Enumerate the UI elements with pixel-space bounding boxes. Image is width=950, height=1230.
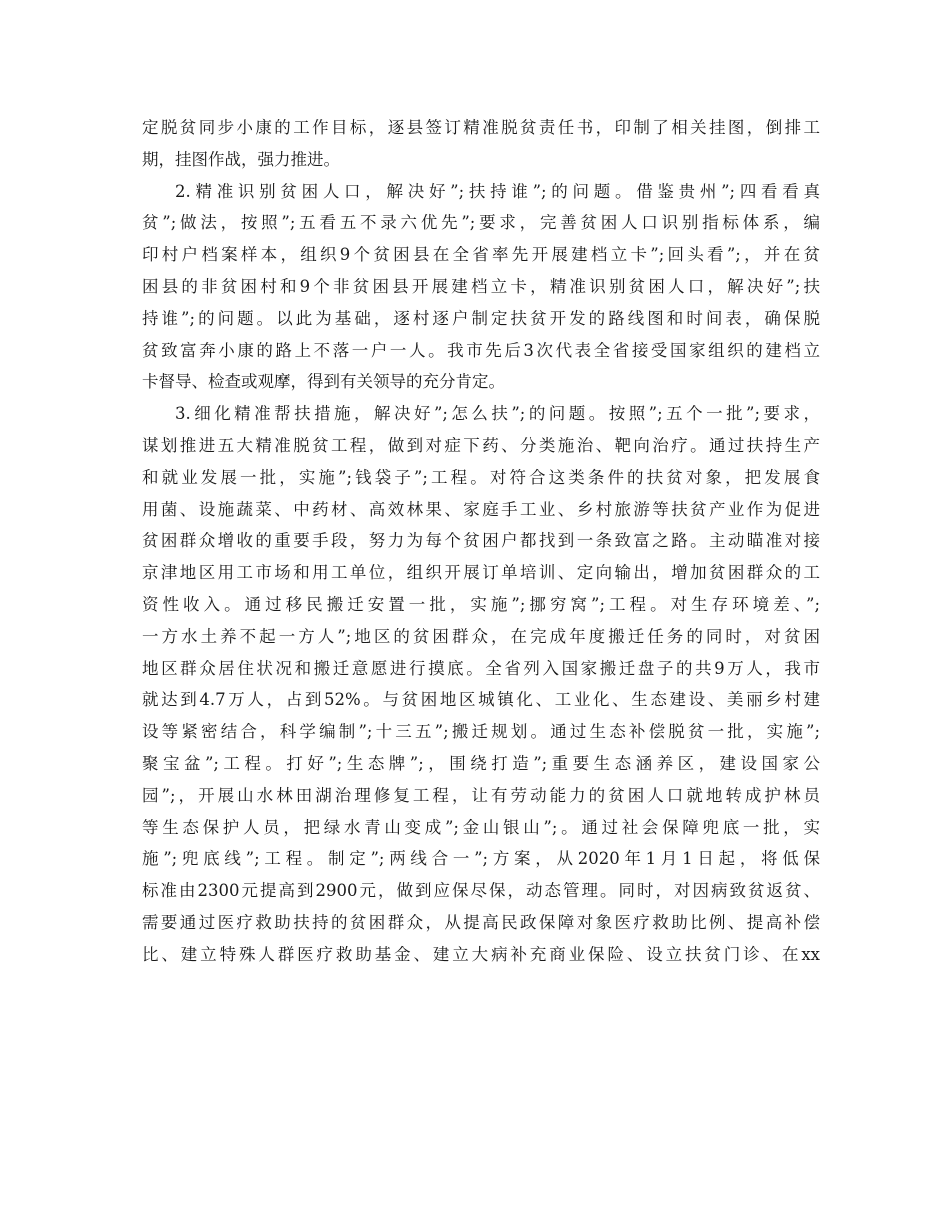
text-line: 谋划推进五大精准脱贫工程，做到对症下药、分类施治、靶向治疗。通过扶持生产 (142, 435, 820, 455)
text-line: 用菌、设施蔬菜、中药材、高效林果、家庭手工业、乡村旅游等扶贫产业作为促进 (142, 499, 820, 519)
text-line: 卡督导、检查或观摩，得到有关领导的充分肯定。 (142, 372, 505, 392)
text-line: 就达到4.7万人，占到52%。与贫困地区城镇化、工业化、生态建设、美丽乡村建 (142, 690, 820, 710)
document-body (142, 112, 820, 971)
text-line: 一方水土养不起一方人”;地区的贫困群众，在完成年度搬迁任务的同时，对贫困 (142, 626, 820, 646)
text-line: 困县的非贫困村和9个非贫困县开展建档立卡，精准识别贫困人口，解决好”;扶 (142, 276, 820, 296)
text-line: 印村户档案样本，组织9个贫困县在全省率先开展建档立卡”;回头看”;，并在贫 (142, 245, 820, 265)
text-line: 和就业发展一批，实施”;钱袋子”;工程。对符合这类条件的扶贫对象，把发展食 (142, 467, 820, 487)
text-line: 等生态保护人员，把绿水青山变成”;金山银山”;。通过社会保障兜底一批，实 (142, 817, 820, 837)
text-line: 设等紧密结合，科学编制”;十三五”;搬迁规划。通过生态补偿脱贫一批，实施”; (142, 722, 820, 742)
text-line: 资性收入。通过移民搬迁安置一批，实施”;挪穷窝”;工程。对生存环境差、”; (142, 594, 820, 614)
text-line: 贫困群众增收的重要手段，努力为每个贫困户都找到一条致富之路。主动瞄准对接 (142, 531, 820, 551)
text-line: 京津地区用工市场和用工单位，组织开展订单培训、定向输出，增加贫困群众的工 (142, 563, 820, 583)
text-line: 贫”;做法，按照”;五看五不录六优先”;要求，完善贫困人口识别指标体系，编 (142, 213, 820, 233)
text-line: 持谁”;的问题。以此为基础，逐村逐户制定扶贫开发的路线图和时间表，确保脱 (142, 308, 820, 328)
text-line: 施”;兜底线”;工程。制定”;两线合一”;方案，从2020年1月1日起，将低保 (142, 849, 820, 869)
text-line: 比、建立特殊人群医疗救助基金、建立大病补充商业保险、设立扶贫门诊、在xx (142, 944, 820, 964)
text-line: 需要通过医疗救助扶持的贫困群众，从提高民政保障对象医疗救助比例、提高补偿 (142, 912, 820, 932)
text-line: 2.精准识别贫困人口，解决好”;扶持谁”;的问题。借鉴贵州”;四看看真 (175, 181, 820, 201)
text-line: 贫致富奔小康的路上不落一户一人。我市先后3次代表全省接受国家组织的建档立 (142, 340, 820, 360)
text-line: 标准由2300元提高到2900元，做到应保尽保，动态管理。同时，对因病致贫返贫、 (142, 881, 820, 901)
text-line: 地区群众居住状况和搬迁意愿进行摸底。全省列入国家搬迁盘子的共9万人，我市 (142, 658, 820, 678)
text-line: 期，挂图作战，强力推进。 (142, 149, 340, 169)
text-line: 3.细化精准帮扶措施，解决好”;怎么扶”;的问题。按照”;五个一批”;要求， (175, 404, 820, 424)
text-line: 定脱贫同步小康的工作目标，逐县签订精准脱贫责任书，印制了相关挂图，倒排工 (142, 118, 820, 137)
text-line: 聚宝盆”;工程。打好”;生态牌”;，围绕打造”;重要生态涵养区，建设国家公 (142, 753, 820, 773)
text-line: 园”;，开展山水林田湖治理修复工程，让有劳动能力的贫困人口就地转成护林员 (142, 785, 820, 805)
